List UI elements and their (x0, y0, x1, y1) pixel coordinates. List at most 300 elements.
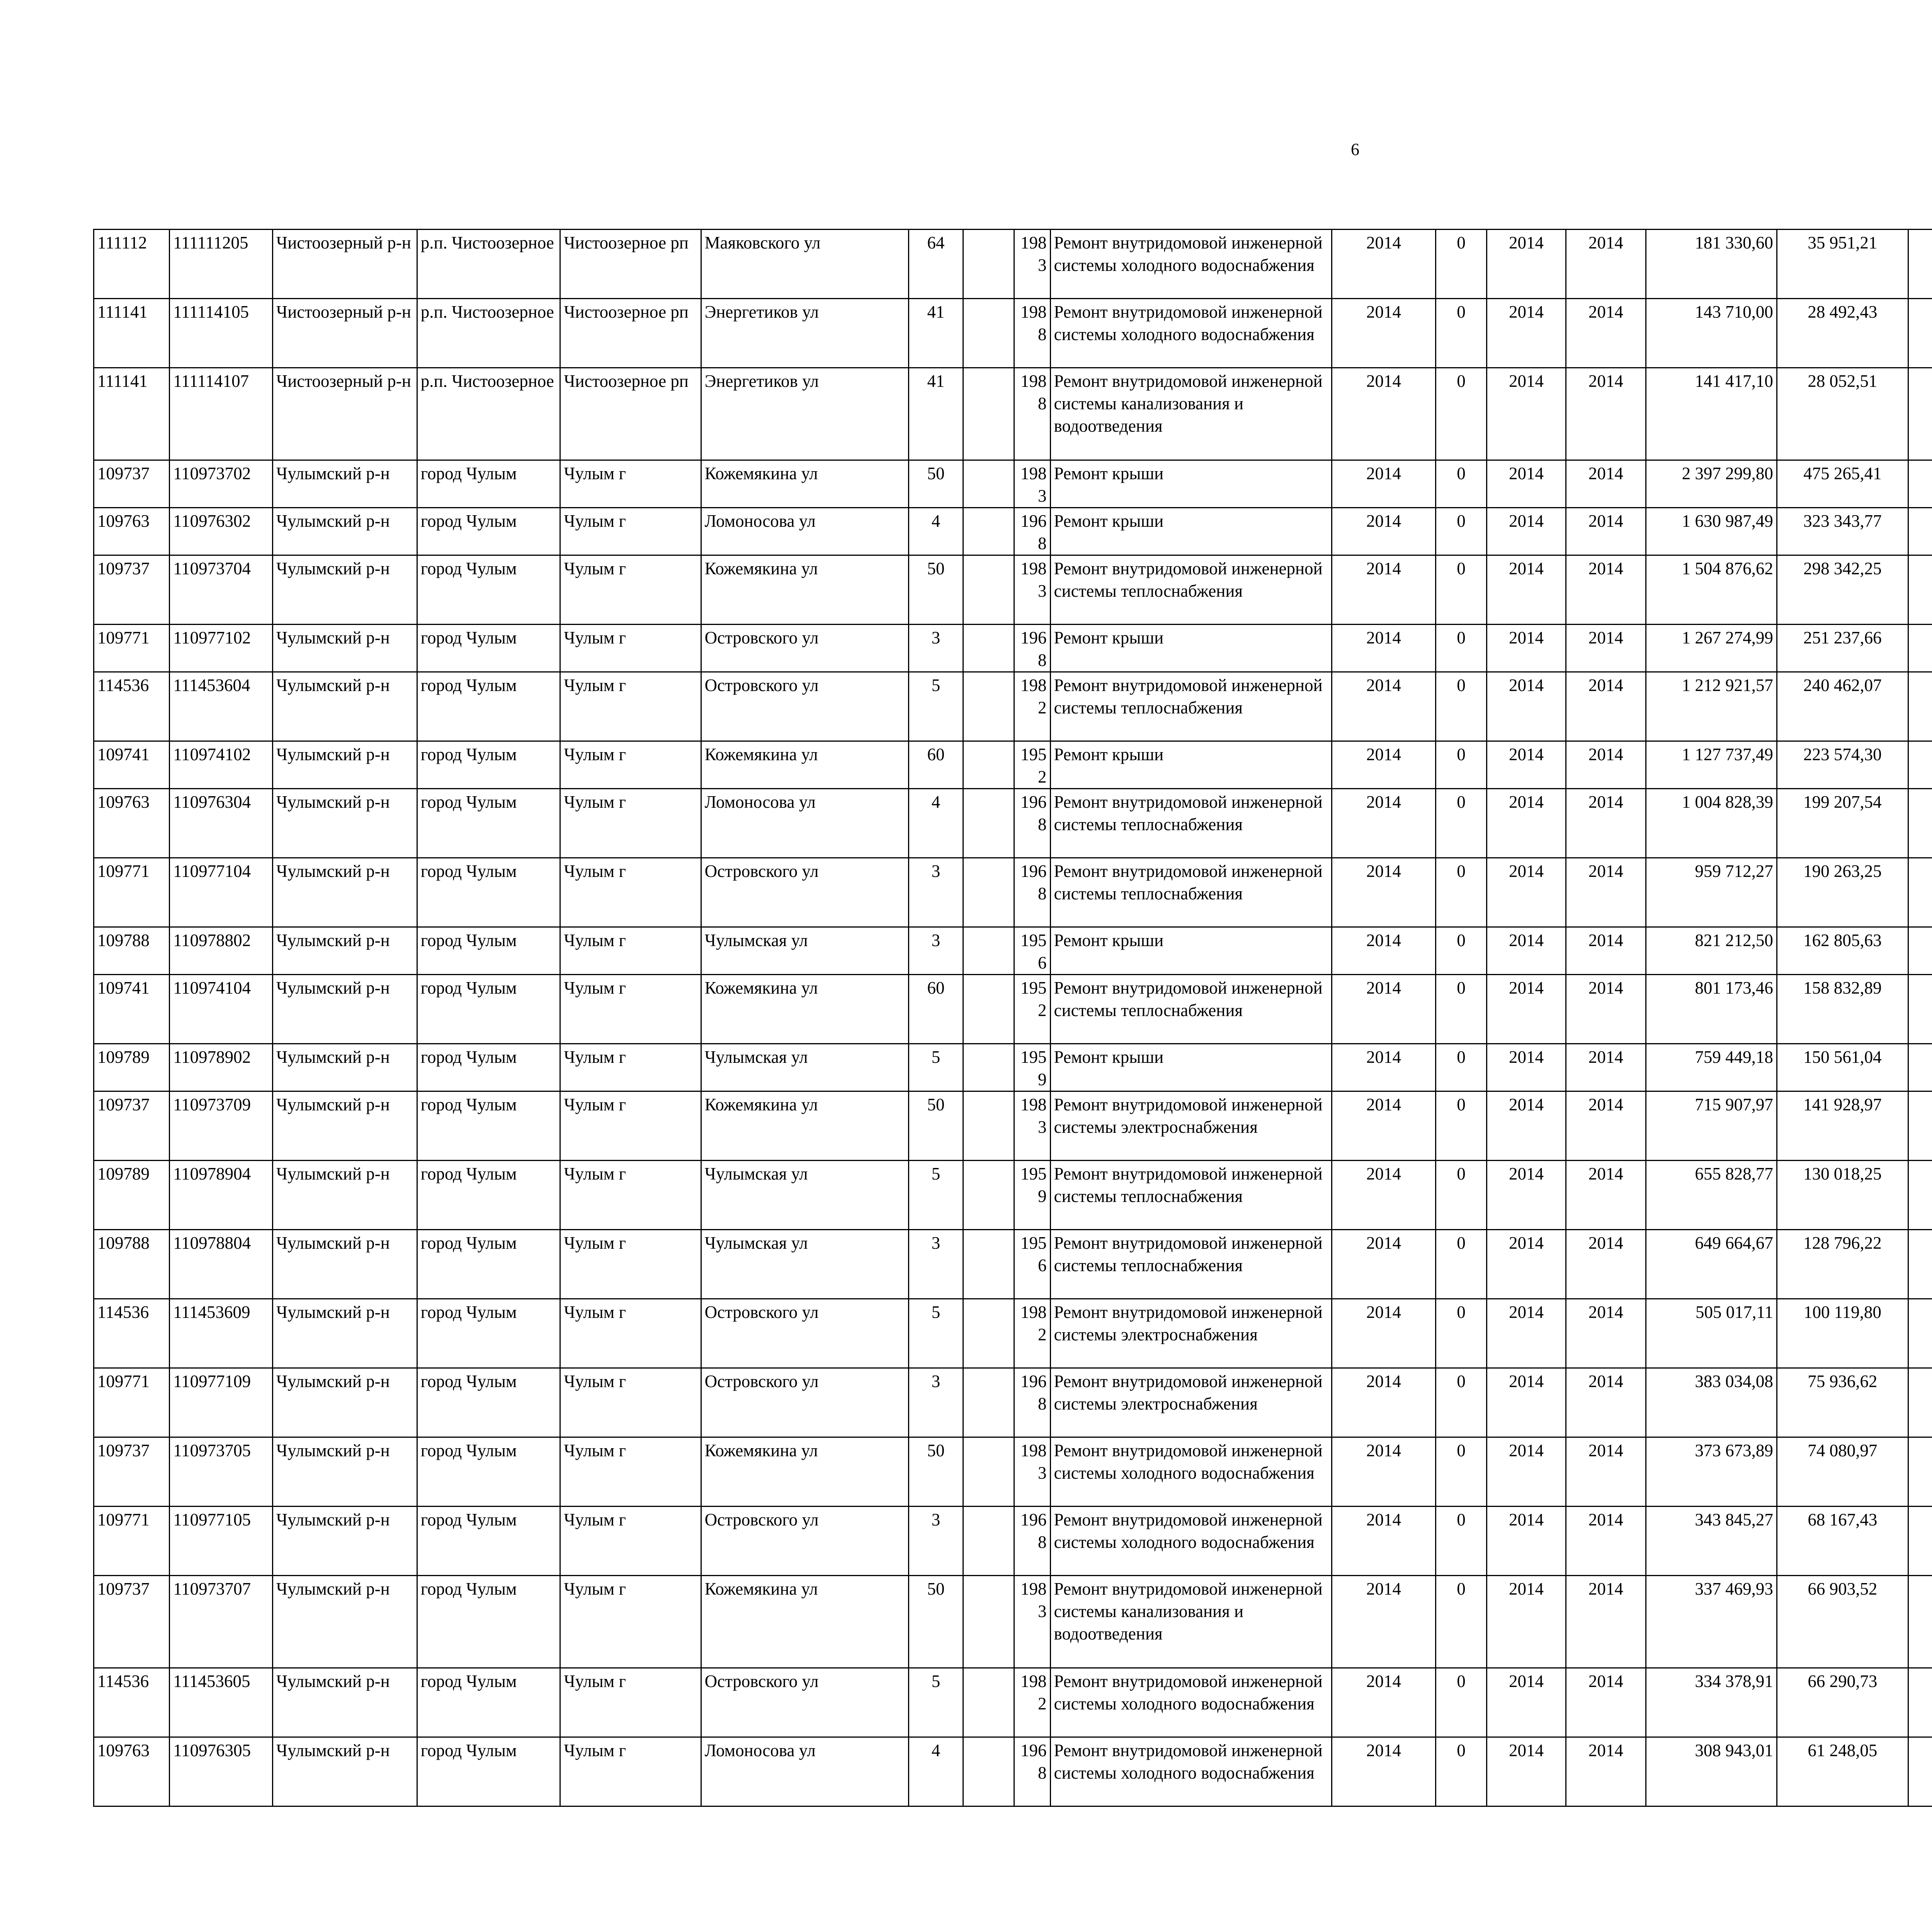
cell-house-number: 64 (909, 230, 963, 299)
cell-region-share (1908, 927, 1932, 975)
cell-municipality: город Чулым (417, 1161, 560, 1230)
cell-plan-year: 2014 (1332, 1161, 1436, 1230)
cell-region-share (1908, 299, 1932, 368)
cell-total-cost: 308 943,01 (1646, 1737, 1777, 1806)
cell-end-year: 2014 (1566, 508, 1646, 555)
cell-plan-year: 2014 (1332, 508, 1436, 555)
cell-plan-year: 2014 (1332, 555, 1436, 625)
cell-district: Чулымский р-н (272, 508, 417, 555)
cell-building (963, 1044, 1014, 1091)
cell-end-year: 2014 (1566, 368, 1646, 460)
table-row (94, 1737, 1932, 1806)
cell-fund-share: 66 903,52 (1777, 1576, 1908, 1668)
cell-street: Островского ул (701, 625, 909, 672)
cell-zero-column: 0 (1435, 299, 1486, 368)
cell-zero-column: 0 (1435, 1368, 1486, 1437)
cell-street: Кожемякина ул (701, 1576, 909, 1668)
cell-building (963, 1161, 1014, 1230)
cell-street: Островского ул (701, 1299, 909, 1368)
cell-building (963, 975, 1014, 1044)
cell-total-cost: 334 378,91 (1646, 1668, 1777, 1737)
cell-work-type: Ремонт внутридомовой инженерной системы теплоснабжения (1050, 1230, 1332, 1299)
cell-zero-column: 0 (1435, 975, 1486, 1044)
cell-building (963, 741, 1014, 789)
cell-end-year: 2014 (1566, 1161, 1646, 1230)
cell-fund-share: 75 936,62 (1777, 1368, 1908, 1437)
cell-municipality: город Чулым (417, 789, 560, 858)
cell-district: Чулымский р-н (272, 1230, 417, 1299)
cell-locality: Чулым г (560, 555, 701, 625)
cell-fund-share: 28 492,43 (1777, 299, 1908, 368)
cell-municipality: город Чулым (417, 1230, 560, 1299)
cell-house-number: 5 (909, 1044, 963, 1091)
table-row (94, 1299, 1932, 1368)
cell-plan-year: 2014 (1332, 789, 1436, 858)
cell-locality: Чулым г (560, 1091, 701, 1161)
cell-end-year: 2014 (1566, 789, 1646, 858)
cell-region-share (1908, 555, 1932, 625)
table-row (94, 975, 1932, 1044)
cell-plan-year: 2014 (1332, 927, 1436, 975)
cell-plan-year: 2014 (1332, 1668, 1436, 1737)
cell-plan-year: 2014 (1332, 625, 1436, 672)
cell-work-type: Ремонт внутридомовой инженерной системы электроснабжения (1050, 1091, 1332, 1161)
cell-locality: Чистоозерное рп (560, 230, 701, 299)
cell-street: Островского ул (701, 1668, 909, 1737)
cell-district: Чулымский р-н (272, 1668, 417, 1737)
cell-house-number: 4 (909, 789, 963, 858)
cell-building (963, 625, 1014, 672)
cell-total-cost: 181 330,60 (1646, 230, 1777, 299)
cell-total-cost: 505 017,11 (1646, 1299, 1777, 1368)
cell-plan-year: 2014 (1332, 975, 1436, 1044)
cell-region-share (1908, 789, 1932, 858)
cell-house-id: 109789 (94, 1044, 170, 1091)
cell-municipality: город Чулым (417, 927, 560, 975)
cell-house-id: 109737 (94, 1091, 170, 1161)
cell-program-id: 110973707 (170, 1576, 273, 1668)
cell-region-share (1908, 368, 1932, 460)
cell-year-built: 1968 (1014, 1737, 1050, 1806)
cell-program-id: 110973705 (170, 1437, 273, 1507)
cell-year-built: 1959 (1014, 1161, 1050, 1230)
cell-total-cost: 2 397 299,80 (1646, 460, 1777, 508)
cell-work-type: Ремонт крыши (1050, 741, 1332, 789)
cell-house-number: 3 (909, 858, 963, 927)
cell-work-type: Ремонт внутридомовой инженерной системы электроснабжения (1050, 1299, 1332, 1368)
cell-start-year: 2014 (1487, 1299, 1566, 1368)
cell-municipality: р.п. Чистоозерное (417, 230, 560, 299)
cell-work-type: Ремонт внутридомовой инженерной системы канализования и водоотведения (1050, 1576, 1332, 1668)
cell-house-number: 60 (909, 975, 963, 1044)
table-row (94, 508, 1932, 555)
cell-total-cost: 337 469,93 (1646, 1576, 1777, 1668)
cell-municipality: город Чулым (417, 460, 560, 508)
cell-total-cost: 373 673,89 (1646, 1437, 1777, 1507)
table-row (94, 672, 1932, 741)
cell-year-built: 1952 (1014, 975, 1050, 1044)
cell-program-id: 110978802 (170, 927, 273, 975)
cell-end-year: 2014 (1566, 1576, 1646, 1668)
cell-year-built: 1982 (1014, 1668, 1050, 1737)
cell-plan-year: 2014 (1332, 672, 1436, 741)
cell-total-cost: 1 630 987,49 (1646, 508, 1777, 555)
cell-plan-year: 2014 (1332, 741, 1436, 789)
table-row (94, 230, 1932, 299)
cell-work-type: Ремонт внутридомовой инженерной системы холодного водоснабжения (1050, 1668, 1332, 1737)
cell-start-year: 2014 (1487, 1507, 1566, 1576)
cell-district: Чулымский р-н (272, 741, 417, 789)
cell-fund-share: 150 561,04 (1777, 1044, 1908, 1091)
cell-street: Чулымская ул (701, 1230, 909, 1299)
table-body (94, 230, 1932, 1806)
cell-fund-share: 223 574,30 (1777, 741, 1908, 789)
cell-start-year: 2014 (1487, 368, 1566, 460)
cell-zero-column: 0 (1435, 1668, 1486, 1737)
cell-house-id: 114536 (94, 1668, 170, 1737)
cell-municipality: р.п. Чистоозерное (417, 299, 560, 368)
cell-building (963, 368, 1014, 460)
cell-program-id: 110976305 (170, 1737, 273, 1806)
cell-total-cost: 143 710,00 (1646, 299, 1777, 368)
cell-plan-year: 2014 (1332, 1576, 1436, 1668)
cell-region-share (1908, 1230, 1932, 1299)
cell-house-id: 109763 (94, 508, 170, 555)
cell-plan-year: 2014 (1332, 1368, 1436, 1437)
cell-program-id: 110977105 (170, 1507, 273, 1576)
cell-total-cost: 383 034,08 (1646, 1368, 1777, 1437)
cell-building (963, 460, 1014, 508)
cell-year-built: 1956 (1014, 1230, 1050, 1299)
cell-street: Островского ул (701, 1368, 909, 1437)
cell-locality: Чулым г (560, 1299, 701, 1368)
cell-zero-column: 0 (1435, 1507, 1486, 1576)
cell-street: Островского ул (701, 1507, 909, 1576)
cell-zero-column: 0 (1435, 1230, 1486, 1299)
cell-end-year: 2014 (1566, 672, 1646, 741)
cell-building (963, 1299, 1014, 1368)
cell-end-year: 2014 (1566, 299, 1646, 368)
cell-total-cost: 821 212,50 (1646, 927, 1777, 975)
cell-locality: Чулым г (560, 1507, 701, 1576)
cell-locality: Чулым г (560, 789, 701, 858)
cell-total-cost: 801 173,46 (1646, 975, 1777, 1044)
cell-end-year: 2014 (1566, 1230, 1646, 1299)
cell-house-number: 3 (909, 1368, 963, 1437)
table-row (94, 1368, 1932, 1437)
cell-house-id: 109771 (94, 1507, 170, 1576)
cell-fund-share: 475 265,41 (1777, 460, 1908, 508)
cell-region-share (1908, 1507, 1932, 1576)
cell-house-number: 50 (909, 1576, 963, 1668)
cell-region-share (1908, 1576, 1932, 1668)
cell-end-year: 2014 (1566, 555, 1646, 625)
cell-year-built: 1983 (1014, 555, 1050, 625)
cell-street: Чулымская ул (701, 1161, 909, 1230)
cell-start-year: 2014 (1487, 625, 1566, 672)
cell-total-cost: 1 004 828,39 (1646, 789, 1777, 858)
cell-building (963, 927, 1014, 975)
cell-plan-year: 2014 (1332, 1507, 1436, 1576)
cell-house-number: 60 (909, 741, 963, 789)
cell-house-id: 111141 (94, 299, 170, 368)
cell-year-built: 1968 (1014, 789, 1050, 858)
cell-zero-column: 0 (1435, 368, 1486, 460)
cell-year-built: 1982 (1014, 672, 1050, 741)
cell-house-id: 109771 (94, 625, 170, 672)
cell-total-cost: 959 712,27 (1646, 858, 1777, 927)
cell-work-type: Ремонт внутридомовой инженерной системы теплоснабжения (1050, 858, 1332, 927)
cell-house-number: 3 (909, 1230, 963, 1299)
cell-start-year: 2014 (1487, 1368, 1566, 1437)
cell-end-year: 2014 (1566, 1368, 1646, 1437)
cell-street: Чулымская ул (701, 1044, 909, 1091)
cell-fund-share: 35 951,21 (1777, 230, 1908, 299)
cell-total-cost: 649 664,67 (1646, 1230, 1777, 1299)
cell-year-built: 1968 (1014, 858, 1050, 927)
cell-fund-share: 190 263,25 (1777, 858, 1908, 927)
cell-total-cost: 655 828,77 (1646, 1161, 1777, 1230)
cell-locality: Чулым г (560, 1737, 701, 1806)
cell-locality: Чулым г (560, 927, 701, 975)
cell-end-year: 2014 (1566, 1737, 1646, 1806)
cell-work-type: Ремонт внутридомовой инженерной системы теплоснабжения (1050, 555, 1332, 625)
cell-house-number: 4 (909, 1737, 963, 1806)
cell-zero-column: 0 (1435, 1737, 1486, 1806)
cell-zero-column: 0 (1435, 741, 1486, 789)
cell-building (963, 1437, 1014, 1507)
cell-municipality: город Чулым (417, 1368, 560, 1437)
cell-end-year: 2014 (1566, 625, 1646, 672)
table-row (94, 1668, 1932, 1737)
cell-start-year: 2014 (1487, 230, 1566, 299)
cell-zero-column: 0 (1435, 789, 1486, 858)
cell-program-id: 110978902 (170, 1044, 273, 1091)
cell-house-number: 5 (909, 1161, 963, 1230)
cell-year-built: 1968 (1014, 1507, 1050, 1576)
cell-locality: Чулым г (560, 460, 701, 508)
cell-plan-year: 2014 (1332, 460, 1436, 508)
cell-plan-year: 2014 (1332, 1230, 1436, 1299)
cell-program-id: 110973704 (170, 555, 273, 625)
cell-municipality: город Чулым (417, 1668, 560, 1737)
cell-street: Энергетиков ул (701, 368, 909, 460)
cell-start-year: 2014 (1487, 1230, 1566, 1299)
cell-house-id: 109741 (94, 741, 170, 789)
cell-total-cost: 141 417,10 (1646, 368, 1777, 460)
cell-plan-year: 2014 (1332, 1437, 1436, 1507)
cell-work-type: Ремонт внутридомовой инженерной системы холодного водоснабжения (1050, 1507, 1332, 1576)
cell-start-year: 2014 (1487, 927, 1566, 975)
cell-program-id: 110977109 (170, 1368, 273, 1437)
cell-end-year: 2014 (1566, 1668, 1646, 1737)
cell-year-built: 1988 (1014, 299, 1050, 368)
cell-program-id: 110977104 (170, 858, 273, 927)
cell-start-year: 2014 (1487, 555, 1566, 625)
cell-end-year: 2014 (1566, 1044, 1646, 1091)
cell-start-year: 2014 (1487, 789, 1566, 858)
table-row (94, 741, 1932, 789)
cell-program-id: 110976304 (170, 789, 273, 858)
cell-work-type: Ремонт внутридомовой инженерной системы холодного водоснабжения (1050, 230, 1332, 299)
cell-total-cost: 759 449,18 (1646, 1044, 1777, 1091)
table-row (94, 460, 1932, 508)
cell-total-cost: 1 212 921,57 (1646, 672, 1777, 741)
cell-region-share (1908, 1161, 1932, 1230)
cell-start-year: 2014 (1487, 508, 1566, 555)
cell-region-share (1908, 1368, 1932, 1437)
cell-district: Чистоозерный р-н (272, 368, 417, 460)
cell-zero-column: 0 (1435, 1437, 1486, 1507)
cell-locality: Чистоозерное рп (560, 299, 701, 368)
cell-municipality: город Чулым (417, 975, 560, 1044)
table-row (94, 927, 1932, 975)
cell-program-id: 110973709 (170, 1091, 273, 1161)
cell-fund-share: 298 342,25 (1777, 555, 1908, 625)
cell-year-built: 1968 (1014, 1368, 1050, 1437)
cell-building (963, 555, 1014, 625)
cell-street: Кожемякина ул (701, 1091, 909, 1161)
cell-work-type: Ремонт крыши (1050, 460, 1332, 508)
cell-district: Чулымский р-н (272, 1091, 417, 1161)
cell-work-type: Ремонт крыши (1050, 508, 1332, 555)
cell-locality: Чулым г (560, 672, 701, 741)
cell-locality: Чулым г (560, 1230, 701, 1299)
cell-end-year: 2014 (1566, 858, 1646, 927)
cell-year-built: 1988 (1014, 368, 1050, 460)
table-row (94, 1437, 1932, 1507)
cell-fund-share: 61 248,05 (1777, 1737, 1908, 1806)
cell-start-year: 2014 (1487, 1737, 1566, 1806)
cell-region-share (1908, 1668, 1932, 1737)
cell-municipality: город Чулым (417, 1737, 560, 1806)
cell-fund-share: 100 119,80 (1777, 1299, 1908, 1368)
cell-building (963, 1230, 1014, 1299)
cell-fund-share: 130 018,25 (1777, 1161, 1908, 1230)
cell-house-number: 41 (909, 299, 963, 368)
cell-district: Чулымский р-н (272, 1044, 417, 1091)
cell-building (963, 230, 1014, 299)
cell-district: Чулымский р-н (272, 460, 417, 508)
cell-end-year: 2014 (1566, 1091, 1646, 1161)
cell-locality: Чулым г (560, 1161, 701, 1230)
cell-year-built: 1983 (1014, 1576, 1050, 1668)
cell-locality: Чулым г (560, 741, 701, 789)
cell-locality: Чулым г (560, 1368, 701, 1437)
cell-district: Чулымский р-н (272, 1737, 417, 1806)
cell-street: Кожемякина ул (701, 975, 909, 1044)
cell-zero-column: 0 (1435, 508, 1486, 555)
cell-house-number: 5 (909, 672, 963, 741)
cell-zero-column: 0 (1435, 625, 1486, 672)
cell-zero-column: 0 (1435, 230, 1486, 299)
cell-street: Кожемякина ул (701, 741, 909, 789)
cell-program-id: 110973702 (170, 460, 273, 508)
cell-end-year: 2014 (1566, 1437, 1646, 1507)
cell-municipality: город Чулым (417, 1576, 560, 1668)
cell-house-id: 114536 (94, 1299, 170, 1368)
cell-end-year: 2014 (1566, 1299, 1646, 1368)
cell-year-built: 1959 (1014, 1044, 1050, 1091)
cell-work-type: Ремонт внутридомовой инженерной системы электроснабжения (1050, 1368, 1332, 1437)
cell-house-id: 109789 (94, 1161, 170, 1230)
cell-house-number: 5 (909, 1668, 963, 1737)
cell-year-built: 1983 (1014, 1091, 1050, 1161)
cell-house-id: 111112 (94, 230, 170, 299)
cell-house-id: 109788 (94, 927, 170, 975)
table-row (94, 299, 1932, 368)
cell-house-number: 41 (909, 368, 963, 460)
cell-district: Чулымский р-н (272, 672, 417, 741)
table-row (94, 789, 1932, 858)
table-row (94, 368, 1932, 460)
cell-region-share (1908, 975, 1932, 1044)
cell-program-id: 111114105 (170, 299, 273, 368)
table-row (94, 1507, 1932, 1576)
cell-year-built: 1952 (1014, 741, 1050, 789)
cell-year-built: 1968 (1014, 508, 1050, 555)
cell-start-year: 2014 (1487, 858, 1566, 927)
cell-district: Чулымский р-н (272, 1437, 417, 1507)
cell-work-type: Ремонт внутридомовой инженерной системы канализования и водоотведения (1050, 368, 1332, 460)
table-row (94, 555, 1932, 625)
repair-program-table (93, 229, 1932, 1807)
cell-building (963, 508, 1014, 555)
cell-building (963, 1668, 1014, 1737)
cell-work-type: Ремонт крыши (1050, 1044, 1332, 1091)
cell-house-number: 3 (909, 1507, 963, 1576)
cell-municipality: город Чулым (417, 1091, 560, 1161)
cell-program-id: 111453609 (170, 1299, 273, 1368)
cell-work-type: Ремонт внутридомовой инженерной системы холодного водоснабжения (1050, 1737, 1332, 1806)
cell-house-id: 109741 (94, 975, 170, 1044)
cell-zero-column: 0 (1435, 1161, 1486, 1230)
table-row (94, 625, 1932, 672)
cell-district: Чулымский р-н (272, 789, 417, 858)
cell-district: Чулымский р-н (272, 1576, 417, 1668)
cell-plan-year: 2014 (1332, 368, 1436, 460)
cell-locality: Чулым г (560, 1044, 701, 1091)
cell-district: Чулымский р-н (272, 1161, 417, 1230)
cell-street: Чулымская ул (701, 927, 909, 975)
cell-locality: Чулым г (560, 1668, 701, 1737)
cell-street: Энергетиков ул (701, 299, 909, 368)
cell-building (963, 858, 1014, 927)
cell-house-id: 109771 (94, 858, 170, 927)
cell-street: Маяковского ул (701, 230, 909, 299)
cell-fund-share: 251 237,66 (1777, 625, 1908, 672)
cell-program-id: 110974104 (170, 975, 273, 1044)
cell-region-share (1908, 858, 1932, 927)
cell-locality: Чулым г (560, 975, 701, 1044)
cell-plan-year: 2014 (1332, 1299, 1436, 1368)
cell-end-year: 2014 (1566, 975, 1646, 1044)
cell-plan-year: 2014 (1332, 230, 1436, 299)
cell-street: Ломоносова ул (701, 789, 909, 858)
cell-work-type: Ремонт крыши (1050, 625, 1332, 672)
cell-fund-share: 128 796,22 (1777, 1230, 1908, 1299)
page-number: 6 (1351, 140, 1359, 159)
cell-work-type: Ремонт внутридомовой инженерной системы холодного водоснабжения (1050, 299, 1332, 368)
cell-start-year: 2014 (1487, 975, 1566, 1044)
cell-municipality: город Чулым (417, 625, 560, 672)
cell-zero-column: 0 (1435, 672, 1486, 741)
cell-zero-column: 0 (1435, 1044, 1486, 1091)
cell-start-year: 2014 (1487, 672, 1566, 741)
cell-work-type: Ремонт внутридомовой инженерной системы теплоснабжения (1050, 1161, 1332, 1230)
cell-region-share (1908, 230, 1932, 299)
table-row (94, 1044, 1932, 1091)
